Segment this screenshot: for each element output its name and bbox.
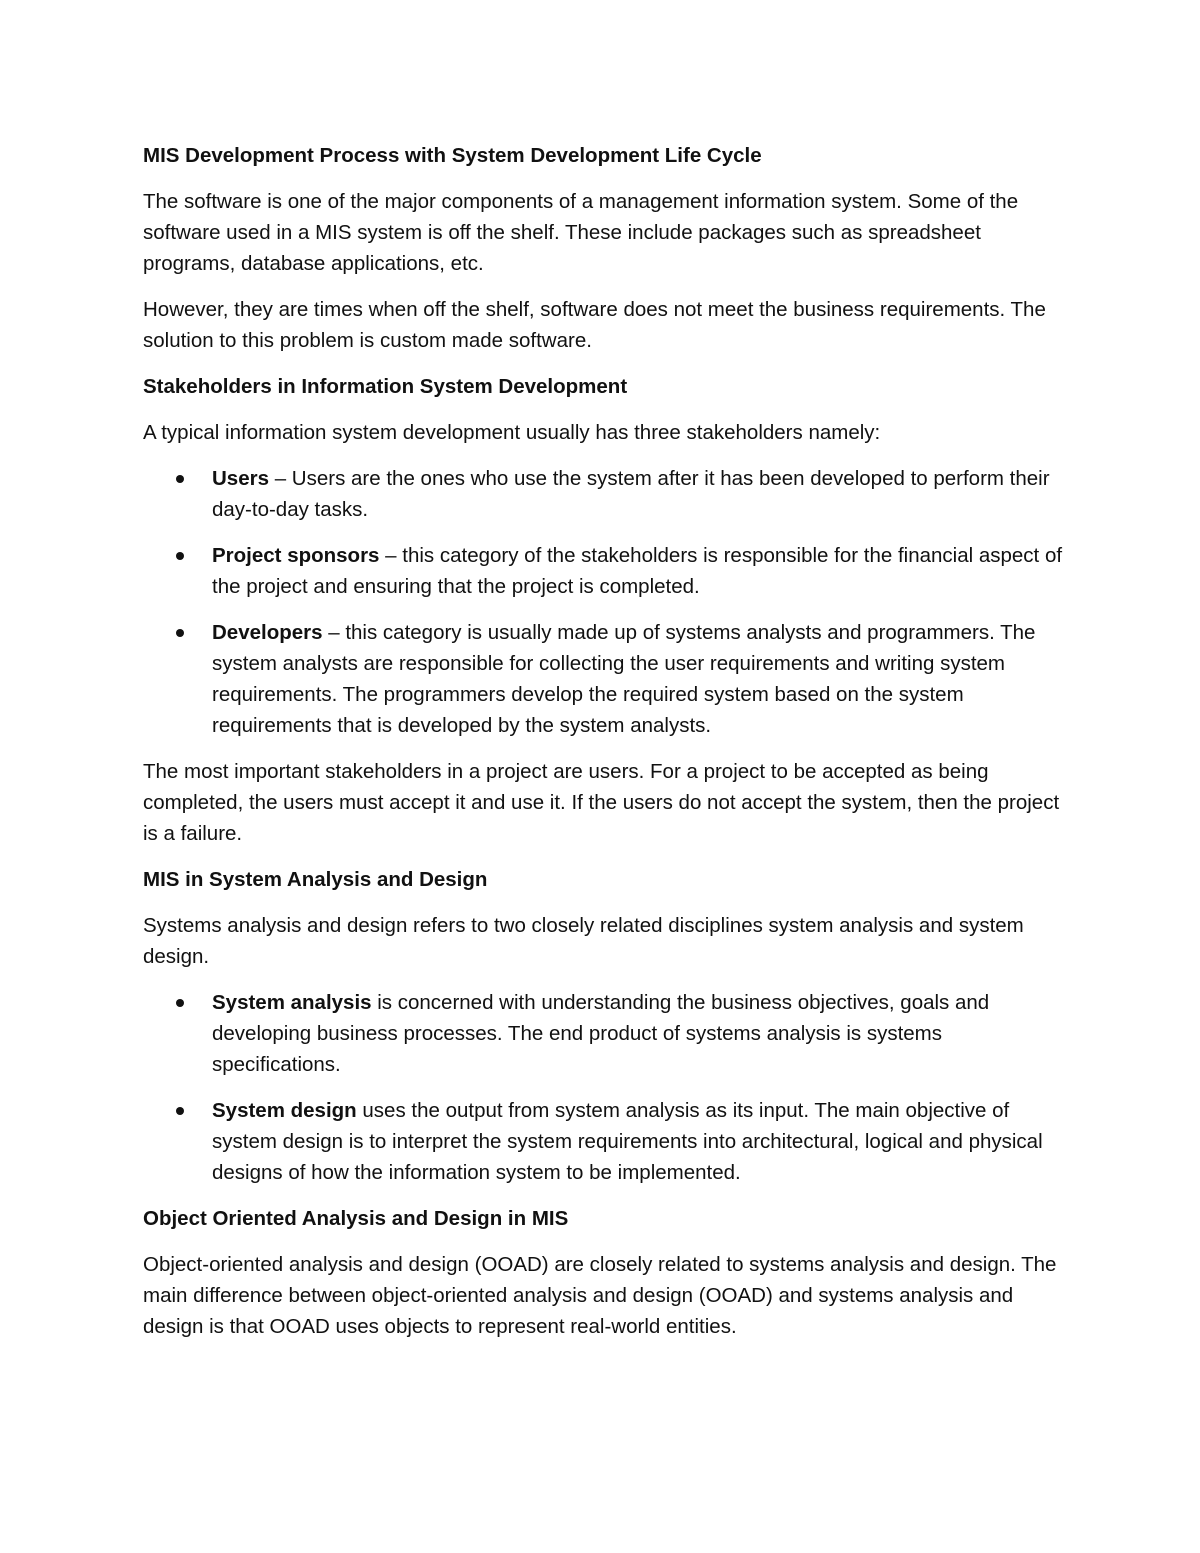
- paragraph: The most important stakeholders in a project are users. For a project to be accepted as being completed, the users must accept it and use it. If the users do not accept the system, then the project is a failure.: [143, 760, 1060, 845]
- bullet-icon: [176, 1107, 184, 1115]
- section-heading-ooad: Object Oriented Analysis and Design in MIS: [143, 1207, 569, 1230]
- list-item-term: Project sponsors: [212, 544, 380, 567]
- list-item-text: uses the output from system analysis as its input. The main objective of system design is to interpret the system requirements into architectural, logical and physical designs of how the information system to be implemented.: [212, 1099, 1043, 1184]
- section-heading-system-analysis: MIS in System Analysis and Design: [143, 868, 488, 891]
- list-item: [143, 540, 1063, 602]
- list-item: [143, 1095, 1063, 1188]
- list-item: [143, 463, 1063, 525]
- bullet-icon: [176, 475, 184, 483]
- list-item-term: Developers: [212, 621, 323, 644]
- paragraph: A typical information system development usually has three stakeholders namely:: [143, 421, 881, 444]
- list-item-term: System design: [212, 1099, 357, 1122]
- list-item: [143, 617, 1063, 741]
- document-page: [143, 140, 1063, 1357]
- list-item-term: Users: [212, 467, 269, 490]
- list-item-text: – Users are the ones who use the system after it has been developed to perform their day-to-day tasks.: [212, 467, 1050, 521]
- paragraph: The software is one of the major components of a management information system. Some of the software used in a MIS system is off the shelf. These include packages such as spreadsheet programs, database applications, etc.: [143, 190, 1019, 275]
- paragraph: However, they are times when off the shelf, software does not meet the business requirements. The solution to this problem is custom made software.: [143, 298, 1046, 352]
- list-item-text: – this category is usually made up of systems analysts and programmers. The system analysts are responsible for collecting the user requirements and writing system requirements. The programmers develop the required system based on the system requirements that is developed by the system analysts.: [212, 621, 1036, 737]
- stakeholders-list: [143, 463, 1063, 741]
- analysis-design-list: [143, 987, 1063, 1188]
- paragraph: Object-oriented analysis and design (OOAD) are closely related to systems analysis and design. The main difference between object-oriented analysis and design (OOAD) and systems analysis and design is that OOAD uses objects to represent real-world entities.: [143, 1253, 1057, 1338]
- list-item-text: is concerned with understanding the business objectives, goals and developing business processes. The end product of systems analysis is systems specifications.: [212, 991, 990, 1076]
- list-item-text: – this category of the stakeholders is responsible for the financial aspect of the project and ensuring that the project is completed.: [212, 544, 1063, 598]
- bullet-icon: [176, 999, 184, 1007]
- list-item-term: System analysis: [212, 991, 372, 1014]
- paragraph: Systems analysis and design refers to two closely related disciplines system analysis and system design.: [143, 914, 1024, 968]
- bullet-icon: [176, 552, 184, 560]
- list-item: [143, 987, 1063, 1080]
- section-heading-stakeholders: Stakeholders in Information System Development: [143, 375, 628, 398]
- section-heading-mis-development: MIS Development Process with System Development Life Cycle: [143, 144, 762, 167]
- bullet-icon: [176, 629, 184, 637]
